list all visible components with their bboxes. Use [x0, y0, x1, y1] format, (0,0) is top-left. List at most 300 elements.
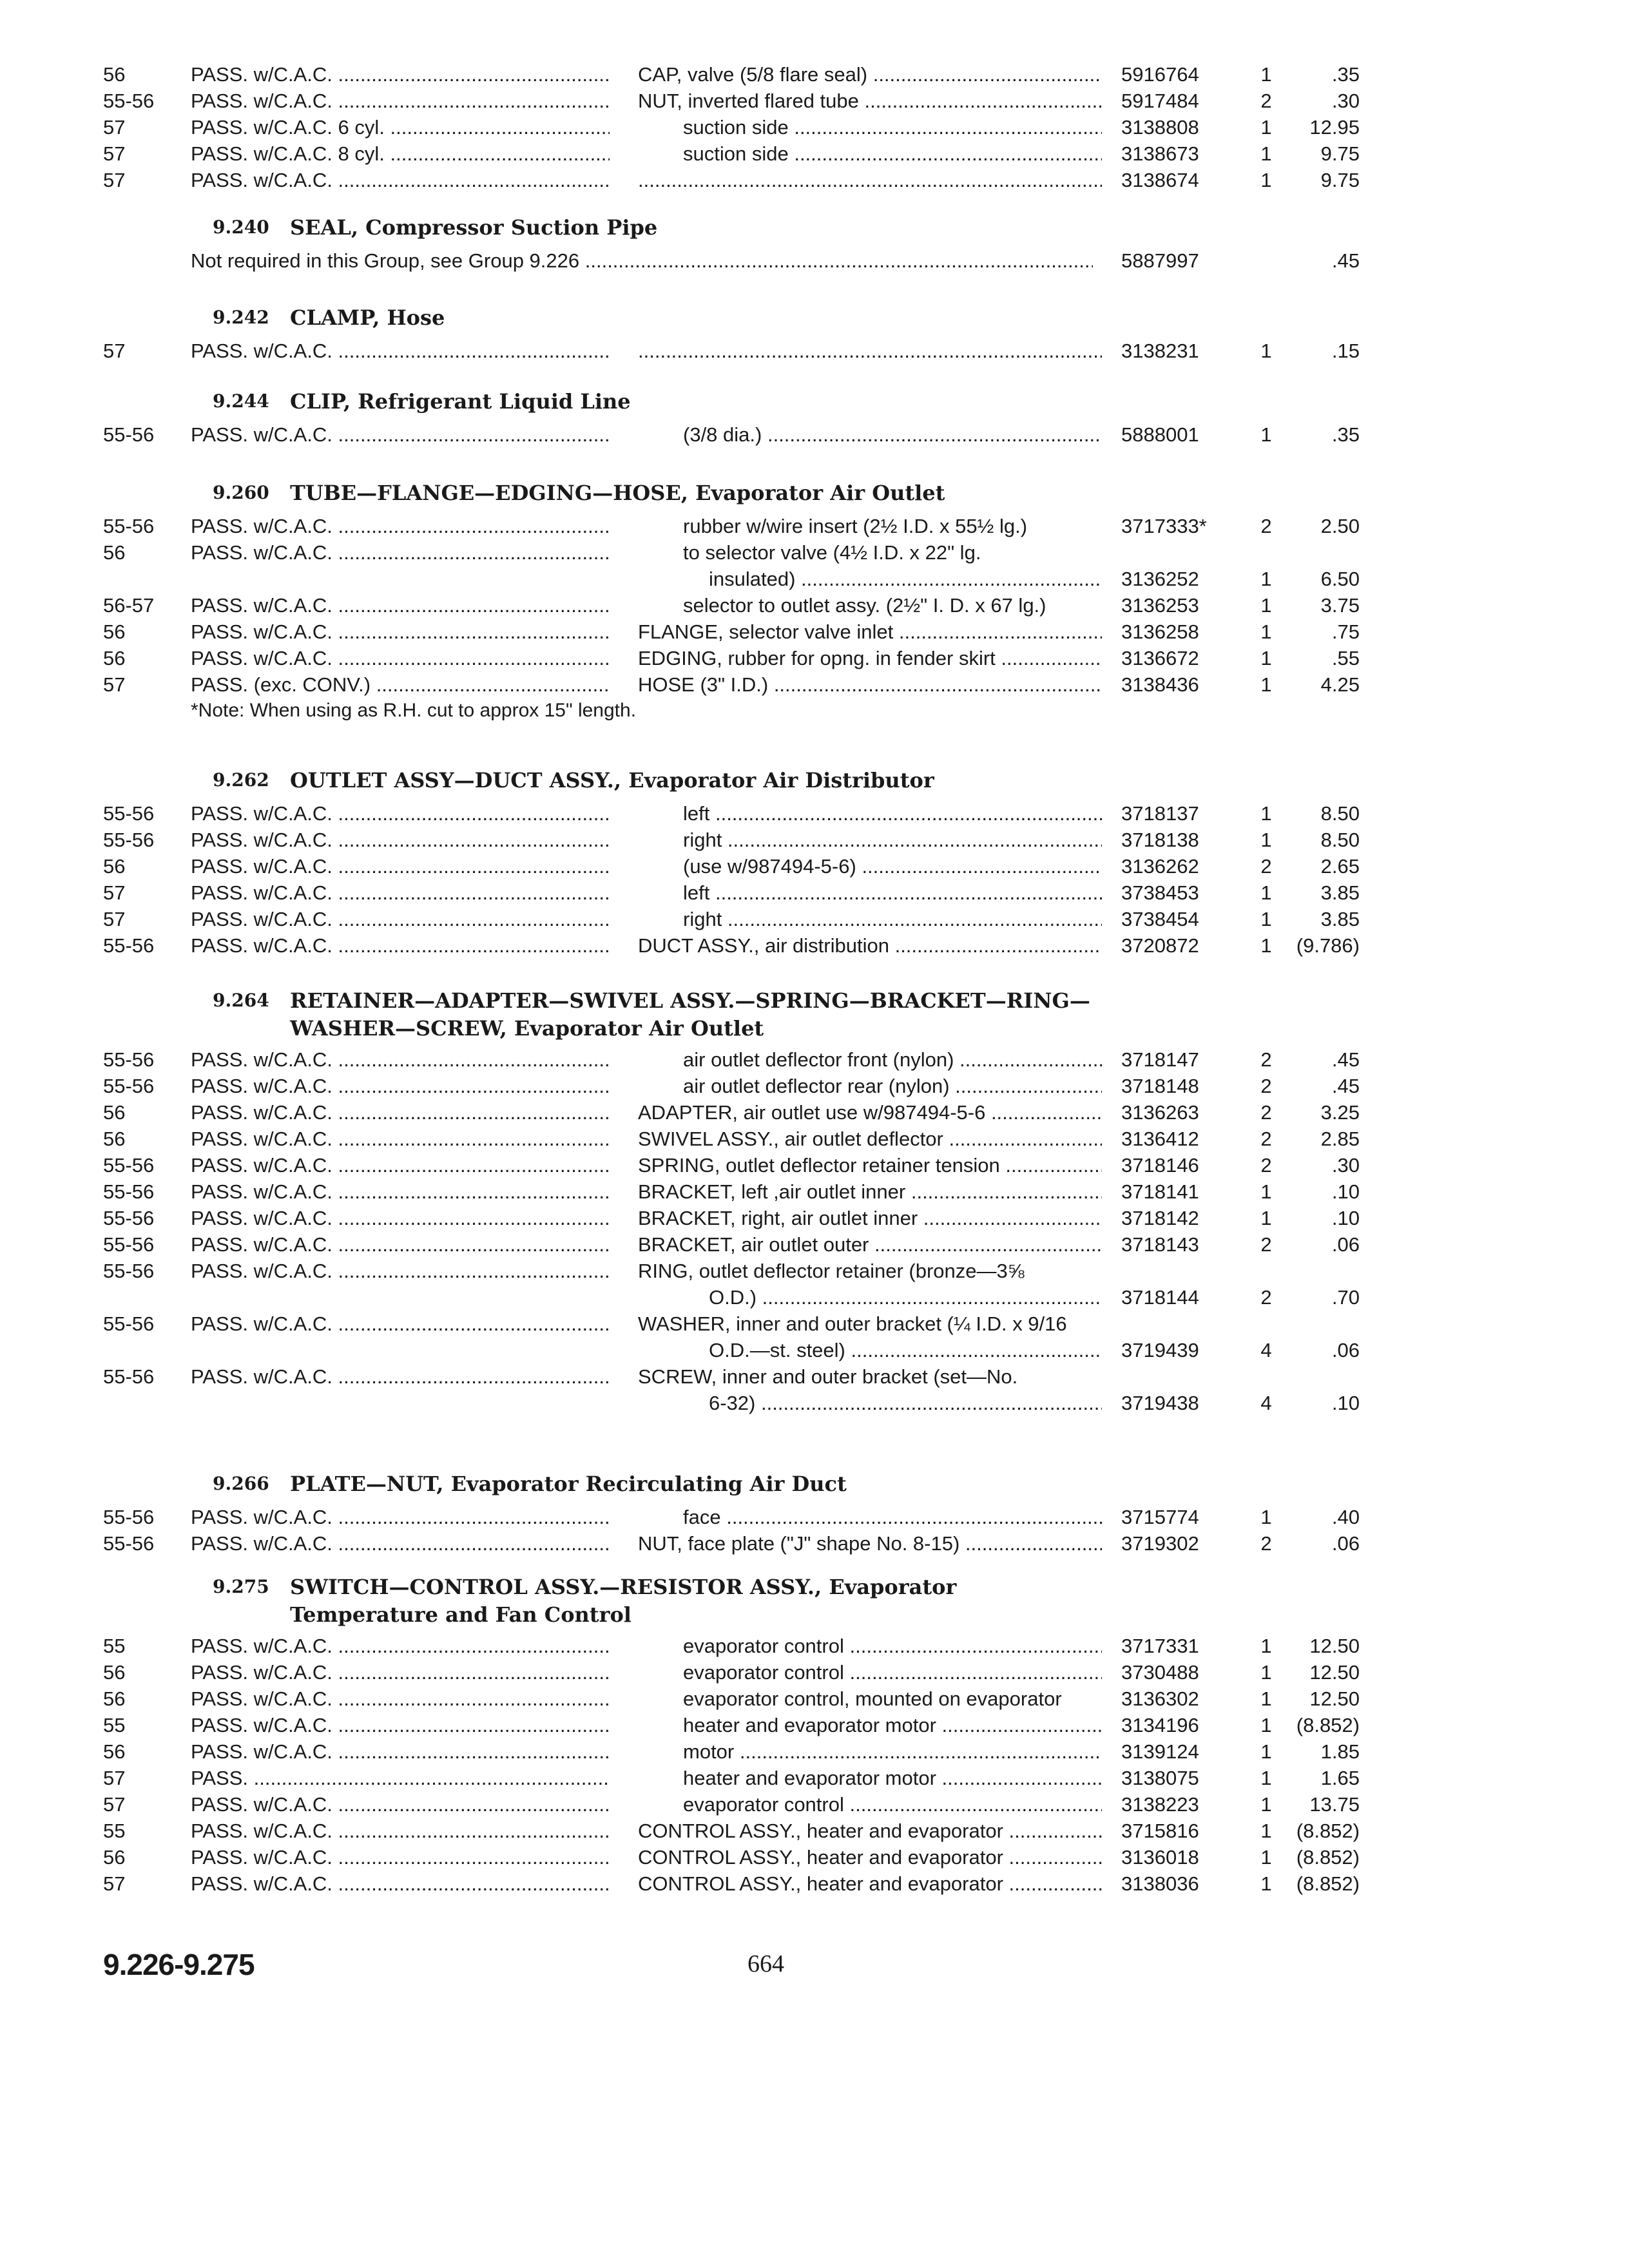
part-number: 3138075	[1121, 1767, 1199, 1789]
part-number: 3138036	[1121, 1872, 1199, 1895]
part-description: DUCT ASSY., air distribution .....	[638, 932, 1102, 959]
table-row	[0, 1504, 1629, 1530]
list-price: 3.75	[1320, 594, 1360, 617]
quantity: 1	[1260, 1687, 1272, 1710]
list-price: 12.95	[1309, 116, 1360, 139]
list-price: (8.852)	[1296, 1846, 1360, 1869]
part-description: BRACKET, left ,air outlet inner .....	[638, 1178, 1102, 1205]
model-year: 55-56	[103, 1532, 155, 1555]
list-price: .10	[1331, 1180, 1360, 1203]
application: PASS. w/C.A.C. .....	[191, 800, 610, 827]
part-description: suction side .....	[638, 114, 1102, 140]
application: Not required in this Group, see Group 9.226 .....	[191, 247, 1093, 274]
application: PASS. w/C.A.C. .....	[191, 879, 610, 906]
part-number: 3138436	[1121, 673, 1199, 696]
list-price: 3.85	[1320, 881, 1360, 904]
quantity: 1	[1260, 340, 1272, 362]
part-description: BRACKET, right, air outlet inner .....	[638, 1205, 1102, 1231]
quantity: 2	[1260, 855, 1272, 878]
quantity: 1	[1260, 1740, 1272, 1763]
table-row	[0, 1363, 1629, 1390]
application: PASS. w/C.A.C. .....	[191, 1046, 610, 1073]
part-description: air outlet deflector rear (nylon) .....	[638, 1073, 1102, 1099]
part-number: 3136018	[1121, 1846, 1199, 1869]
model-year: 57	[103, 116, 126, 139]
model-year: 55-56	[103, 1506, 155, 1528]
part-number: 3738453	[1121, 881, 1199, 904]
part-description: HOSE (3" I.D.) .....	[638, 671, 1102, 698]
list-price: 12.50	[1309, 1661, 1360, 1684]
section-heading	[0, 1602, 1629, 1628]
table-row	[0, 1659, 1629, 1686]
table-row	[0, 1126, 1629, 1152]
section-cont	[0, 61, 1629, 193]
application: PASS. w/C.A.C. .....	[191, 88, 610, 114]
application: PASS. w/C.A.C. .....	[191, 619, 610, 645]
list-price: (8.852)	[1296, 1714, 1360, 1736]
table-row	[0, 827, 1629, 853]
section-9-262	[0, 765, 1629, 959]
model-year: 55-56	[103, 1075, 155, 1097]
section-heading	[0, 213, 1629, 242]
group-title: CLIP, Refrigerant Liquid Line	[290, 389, 631, 414]
list-price: .35	[1331, 63, 1360, 86]
quantity: 2	[1260, 1233, 1272, 1256]
quantity: 1	[1260, 934, 1272, 957]
application: PASS. w/C.A.C. .....	[191, 592, 610, 619]
section-9-275	[0, 1572, 1629, 1897]
model-year: 55-56	[103, 90, 155, 112]
application: PASS. w/C.A.C. .....	[191, 1844, 610, 1870]
section-heading	[0, 986, 1629, 1015]
quantity: 2	[1260, 1075, 1272, 1097]
table-row	[0, 1530, 1629, 1557]
list-price: 9.75	[1320, 169, 1360, 191]
application: PASS. w/C.A.C. .....	[191, 1178, 610, 1205]
list-price: 4.25	[1320, 673, 1360, 696]
quantity: 1	[1260, 1635, 1272, 1657]
part-description: evaporator control .....	[638, 1633, 1102, 1659]
application: PASS. w/C.A.C. .....	[191, 421, 610, 448]
part-number: 3715816	[1121, 1820, 1199, 1842]
part-number: 3718142	[1121, 1207, 1199, 1229]
table-row	[0, 1390, 1629, 1416]
part-description: heater and evaporator motor .....	[638, 1712, 1102, 1738]
part-number: 3730488	[1121, 1661, 1199, 1684]
quantity: 2	[1260, 1128, 1272, 1150]
quantity: 1	[1260, 881, 1272, 904]
quantity: 1	[1260, 802, 1272, 825]
model-year: 57	[103, 169, 126, 191]
model-year: 55-56	[103, 1233, 155, 1256]
model-year: 56	[103, 647, 126, 669]
list-price: .55	[1331, 647, 1360, 669]
model-year: 57	[103, 881, 126, 904]
quantity: 2	[1260, 1532, 1272, 1555]
part-number: 3139124	[1121, 1740, 1199, 1763]
footnote: *Note: When using as R.H. cut to approx 15" length.	[191, 700, 637, 721]
part-number: 5917484	[1121, 90, 1199, 112]
table-row	[0, 1844, 1629, 1870]
list-price: .70	[1331, 1286, 1360, 1309]
application: PASS. w/C.A.C. .....	[191, 1504, 610, 1530]
group-number: 9.240	[213, 216, 269, 238]
model-year: 57	[103, 1793, 126, 1816]
part-number: 3717331	[1121, 1635, 1199, 1657]
application: PASS. w/C.A.C. .....	[191, 932, 610, 959]
part-description	[638, 338, 1102, 364]
part-description: CAP, valve (5/8 flare seal) .....	[638, 61, 1102, 88]
part-number: 3719439	[1121, 1339, 1199, 1361]
table-row	[0, 932, 1629, 959]
quantity: 2	[1260, 1154, 1272, 1177]
list-price: 9.75	[1320, 142, 1360, 165]
list-price: .06	[1331, 1233, 1360, 1256]
list-price: .45	[1331, 1048, 1360, 1071]
section-heading	[0, 478, 1629, 508]
part-description: right .....	[638, 827, 1102, 853]
part-description: evaporator control, mounted on evaporator	[683, 1687, 1062, 1710]
table-row	[0, 61, 1629, 88]
table-row	[0, 1046, 1629, 1073]
quantity: 1	[1260, 1872, 1272, 1895]
model-year: 56	[103, 1128, 126, 1150]
group-number: 9.244	[213, 390, 269, 412]
part-number: 3717333*	[1121, 515, 1207, 537]
part-number: 5916764	[1121, 63, 1199, 86]
application: PASS. w/C.A.C. .....	[191, 1363, 610, 1390]
group-title: CLAMP, Hose	[290, 305, 445, 330]
model-year: 57	[103, 673, 126, 696]
group-range: 9.226-9.275	[103, 1948, 255, 1981]
group-title: TUBE—FLANGE—EDGING—HOSE, Evaporator Air Outlet	[290, 481, 945, 505]
quantity: 1	[1260, 829, 1272, 851]
section-9-264	[0, 986, 1629, 1416]
part-description: O.D.) .....	[638, 1284, 1102, 1311]
list-price: .10	[1331, 1392, 1360, 1414]
model-year: 55-56	[103, 515, 155, 537]
application: PASS. (exc. CONV.) .....	[191, 671, 610, 698]
table-row	[0, 879, 1629, 906]
part-description: to selector valve (4½ I.D. x 22" lg.	[683, 541, 981, 564]
table-row	[0, 1152, 1629, 1178]
list-price: 2.50	[1320, 515, 1360, 537]
group-number: 9.260	[213, 482, 269, 503]
model-year: 55-56	[103, 1260, 155, 1282]
list-price: .45	[1331, 1075, 1360, 1097]
part-number: 3136262	[1121, 855, 1199, 878]
quantity: 2	[1260, 1286, 1272, 1309]
application: PASS. w/C.A.C. .....	[191, 1712, 610, 1738]
application: PASS. w/C.A.C. 8 cyl. .....	[191, 140, 610, 167]
model-year: 57	[103, 1767, 126, 1789]
part-number: 3718143	[1121, 1233, 1199, 1256]
application: PASS. w/C.A.C. .....	[191, 645, 610, 671]
table-row	[0, 645, 1629, 671]
quantity: 1	[1260, 423, 1272, 446]
model-year: 57	[103, 142, 126, 165]
model-year: 56	[103, 1740, 126, 1763]
part-description: FLANGE, selector valve inlet .....	[638, 619, 1102, 645]
part-description: NUT, face plate ("J" shape No. 8-15) .....	[638, 1530, 1102, 1557]
application: PASS. w/C.A.C. .....	[191, 1311, 610, 1337]
section-heading	[0, 387, 1629, 416]
page-number: 664	[747, 1950, 784, 1977]
part-number: 3136253	[1121, 594, 1199, 617]
table-row	[0, 800, 1629, 827]
quantity: 1	[1260, 1506, 1272, 1528]
quantity: 1	[1260, 647, 1272, 669]
table-row	[0, 1791, 1629, 1818]
table-row	[0, 1099, 1629, 1126]
part-description: right .....	[638, 906, 1102, 932]
part-number: 3718148	[1121, 1075, 1199, 1097]
model-year: 56	[103, 1687, 126, 1710]
group-number: 9.264	[213, 990, 269, 1011]
model-year: 55	[103, 1714, 126, 1736]
quantity: 1	[1260, 1793, 1272, 1816]
list-price: .10	[1331, 1207, 1360, 1229]
part-number: 5887997	[1121, 249, 1199, 272]
group-title: Temperature and Fan Control	[290, 1602, 631, 1627]
part-description: left .....	[638, 879, 1102, 906]
quantity: 1	[1260, 620, 1272, 643]
group-number: 9.275	[213, 1576, 269, 1597]
application: PASS. w/C.A.C. .....	[191, 1152, 610, 1178]
quantity: 1	[1260, 169, 1272, 191]
part-description: evaporator control .....	[638, 1659, 1102, 1686]
table-row	[0, 592, 1629, 619]
list-price: .30	[1331, 1154, 1360, 1177]
part-description: (use w/987494-5-6) .....	[638, 853, 1102, 879]
part-description: face .....	[638, 1504, 1102, 1530]
model-year: 55-56	[103, 934, 155, 957]
quantity: 2	[1260, 90, 1272, 112]
quantity: 1	[1260, 673, 1272, 696]
list-price: 6.50	[1320, 568, 1360, 590]
table-row	[0, 619, 1629, 645]
table-row	[0, 539, 1629, 566]
model-year: 56	[103, 63, 126, 86]
application: PASS. w/C.A.C. .....	[191, 61, 610, 88]
section-9-260	[0, 478, 1629, 724]
application: PASS. w/C.A.C. .....	[191, 1099, 610, 1126]
model-year: 55-56	[103, 1048, 155, 1071]
model-year: 55-56	[103, 829, 155, 851]
part-number: 3718141	[1121, 1180, 1199, 1203]
application: PASS. w/C.A.C. .....	[191, 338, 610, 364]
list-price: 2.65	[1320, 855, 1360, 878]
part-description: air outlet deflector front (nylon) .....	[638, 1046, 1102, 1073]
model-year: 55-56	[103, 802, 155, 825]
table-row	[0, 1818, 1629, 1844]
table-row	[0, 88, 1629, 114]
part-description: SPRING, outlet deflector retainer tension .....	[638, 1152, 1102, 1178]
group-number: 9.266	[213, 1473, 269, 1494]
part-number: 3718144	[1121, 1286, 1199, 1309]
table-row	[0, 167, 1629, 193]
application: PASS. w/C.A.C. .....	[191, 167, 610, 193]
section-9-242	[0, 303, 1629, 364]
list-price: (9.786)	[1296, 934, 1360, 957]
part-number: 3136672	[1121, 647, 1199, 669]
table-row	[0, 247, 1629, 274]
table-row	[0, 566, 1629, 592]
table-row	[0, 1258, 1629, 1284]
model-year: 56	[103, 855, 126, 878]
part-number: 3718137	[1121, 802, 1199, 825]
part-description: SWIVEL ASSY., air outlet deflector .....	[638, 1126, 1102, 1152]
table-row	[0, 1231, 1629, 1258]
group-number: 9.242	[213, 307, 269, 328]
table-row	[0, 1337, 1629, 1363]
quantity: 1	[1260, 1767, 1272, 1789]
part-number: 3138223	[1121, 1793, 1199, 1816]
table-row	[0, 1311, 1629, 1337]
model-year: 55-56	[103, 1365, 155, 1388]
list-price: .35	[1331, 423, 1360, 446]
section-heading	[0, 765, 1629, 795]
part-description: ADAPTER, air outlet use w/987494-5-6 .....	[638, 1099, 1102, 1126]
part-number: 3138231	[1121, 340, 1199, 362]
application: PASS. w/C.A.C. .....	[191, 906, 610, 932]
quantity: 4	[1260, 1339, 1272, 1361]
model-year: 55-56	[103, 1312, 155, 1335]
part-number: 3720872	[1121, 934, 1199, 957]
section-heading	[0, 303, 1629, 332]
quantity: 2	[1260, 515, 1272, 537]
section-heading	[0, 1572, 1629, 1602]
part-description: rubber w/wire insert (2½ I.D. x 55½ lg.)	[683, 515, 1028, 537]
application: PASS. w/C.A.C. .....	[191, 853, 610, 879]
application: PASS. w/C.A.C. .....	[191, 1633, 610, 1659]
application: PASS. w/C.A.C. .....	[191, 1231, 610, 1258]
group-title: PLATE—NUT, Evaporator Recirculating Air Duct	[290, 1472, 847, 1496]
part-number: 3718138	[1121, 829, 1199, 851]
section-heading	[0, 1469, 1629, 1499]
group-title: RETAINER—ADAPTER—SWIVEL ASSY.—SPRING—BRACKET—RING—	[290, 988, 1090, 1013]
part-number: 3136258	[1121, 620, 1199, 643]
table-row	[0, 140, 1629, 167]
list-price: 12.50	[1309, 1687, 1360, 1710]
part-number: 3718146	[1121, 1154, 1199, 1177]
model-year: 56	[103, 1846, 126, 1869]
application: PASS. w/C.A.C. .....	[191, 1258, 610, 1284]
part-number: 3138808	[1121, 116, 1199, 139]
list-price: 3.25	[1320, 1101, 1360, 1124]
application: PASS. w/C.A.C. .....	[191, 1738, 610, 1765]
part-description: motor .....	[638, 1738, 1102, 1765]
list-price: 8.50	[1320, 829, 1360, 851]
application: PASS. w/C.A.C. .....	[191, 1126, 610, 1152]
list-price: 8.50	[1320, 802, 1360, 825]
quantity: 1	[1260, 142, 1272, 165]
quantity: 1	[1260, 63, 1272, 86]
part-description: CONTROL ASSY., heater and evaporator .....	[638, 1844, 1102, 1870]
table-row	[0, 1870, 1629, 1897]
application: PASS. w/C.A.C. .....	[191, 1205, 610, 1231]
model-year: 56	[103, 541, 126, 564]
application: PASS. w/C.A.C. .....	[191, 1870, 610, 1897]
quantity: 1	[1260, 1820, 1272, 1842]
application: PASS. w/C.A.C. 6 cyl. .....	[191, 114, 610, 140]
group-number: 9.262	[213, 769, 269, 791]
quantity: 1	[1260, 908, 1272, 930]
application: PASS. w/C.A.C. .....	[191, 1818, 610, 1844]
group-title: OUTLET ASSY—DUCT ASSY., Evaporator Air Distributor	[290, 768, 934, 793]
quantity: 2	[1260, 1101, 1272, 1124]
table-row	[0, 1073, 1629, 1099]
model-year: 55-56	[103, 1207, 155, 1229]
table-row	[0, 1284, 1629, 1311]
part-description: SCREW, inner and outer bracket (set—No.	[638, 1365, 1018, 1388]
list-price: .75	[1331, 620, 1360, 643]
application: PASS. w/C.A.C. .....	[191, 1686, 610, 1712]
part-description: heater and evaporator motor .....	[638, 1765, 1102, 1791]
part-number: 3138674	[1121, 169, 1199, 191]
quantity: 1	[1260, 568, 1272, 590]
part-description: suction side .....	[638, 140, 1102, 167]
table-row	[0, 1178, 1629, 1205]
application: PASS. w/C.A.C. .....	[191, 827, 610, 853]
part-number: 3138673	[1121, 142, 1199, 165]
part-number: 5888001	[1121, 423, 1199, 446]
list-price: .15	[1331, 340, 1360, 362]
group-title: SWITCH—CONTROL ASSY.—RESISTOR ASSY., Evaporator	[290, 1575, 957, 1599]
list-price: .30	[1331, 90, 1360, 112]
table-row	[0, 906, 1629, 932]
section-9-244	[0, 387, 1629, 448]
part-description: WASHER, inner and outer bracket (¼ I.D. x 9/16	[638, 1312, 1067, 1335]
application: PASS. w/C.A.C. .....	[191, 1073, 610, 1099]
part-number: 3136412	[1121, 1128, 1199, 1150]
model-year: 56-57	[103, 594, 155, 617]
model-year: 57	[103, 1872, 126, 1895]
model-year: 56	[103, 1661, 126, 1684]
group-title: SEAL, Compressor Suction Pipe	[290, 215, 658, 240]
model-year: 55-56	[103, 423, 155, 446]
part-number: 3715774	[1121, 1506, 1199, 1528]
part-description: EDGING, rubber for opng. in fender skirt .....	[638, 645, 1102, 671]
group-title: WASHER—SCREW, Evaporator Air Outlet	[290, 1016, 764, 1041]
quantity: 1	[1260, 1846, 1272, 1869]
model-year: 55-56	[103, 1180, 155, 1203]
table-row	[0, 114, 1629, 140]
table-row	[0, 1686, 1629, 1712]
part-number: 3718147	[1121, 1048, 1199, 1071]
part-description: CONTROL ASSY., heater and evaporator .....	[638, 1818, 1102, 1844]
table-row	[0, 1205, 1629, 1231]
model-year: 55	[103, 1820, 126, 1842]
list-price: .40	[1331, 1506, 1360, 1528]
quantity: 4	[1260, 1392, 1272, 1414]
part-number: 3136302	[1121, 1687, 1199, 1710]
quantity: 1	[1260, 1661, 1272, 1684]
part-description: NUT, inverted flared tube .....	[638, 88, 1102, 114]
table-row	[0, 1765, 1629, 1791]
quantity: 1	[1260, 594, 1272, 617]
part-description: selector to outlet assy. (2½" I. D. x 67 lg.)	[683, 594, 1046, 617]
list-price: .06	[1331, 1532, 1360, 1555]
part-description: (3/8 dia.) .....	[638, 421, 1102, 448]
application: PASS. w/C.A.C. .....	[191, 1791, 610, 1818]
quantity: 1	[1260, 116, 1272, 139]
section-heading	[0, 1015, 1629, 1041]
part-description: evaporator control .....	[638, 1791, 1102, 1818]
model-year: 55-56	[103, 1154, 155, 1177]
part-number: 3738454	[1121, 908, 1199, 930]
list-price: 12.50	[1309, 1635, 1360, 1657]
